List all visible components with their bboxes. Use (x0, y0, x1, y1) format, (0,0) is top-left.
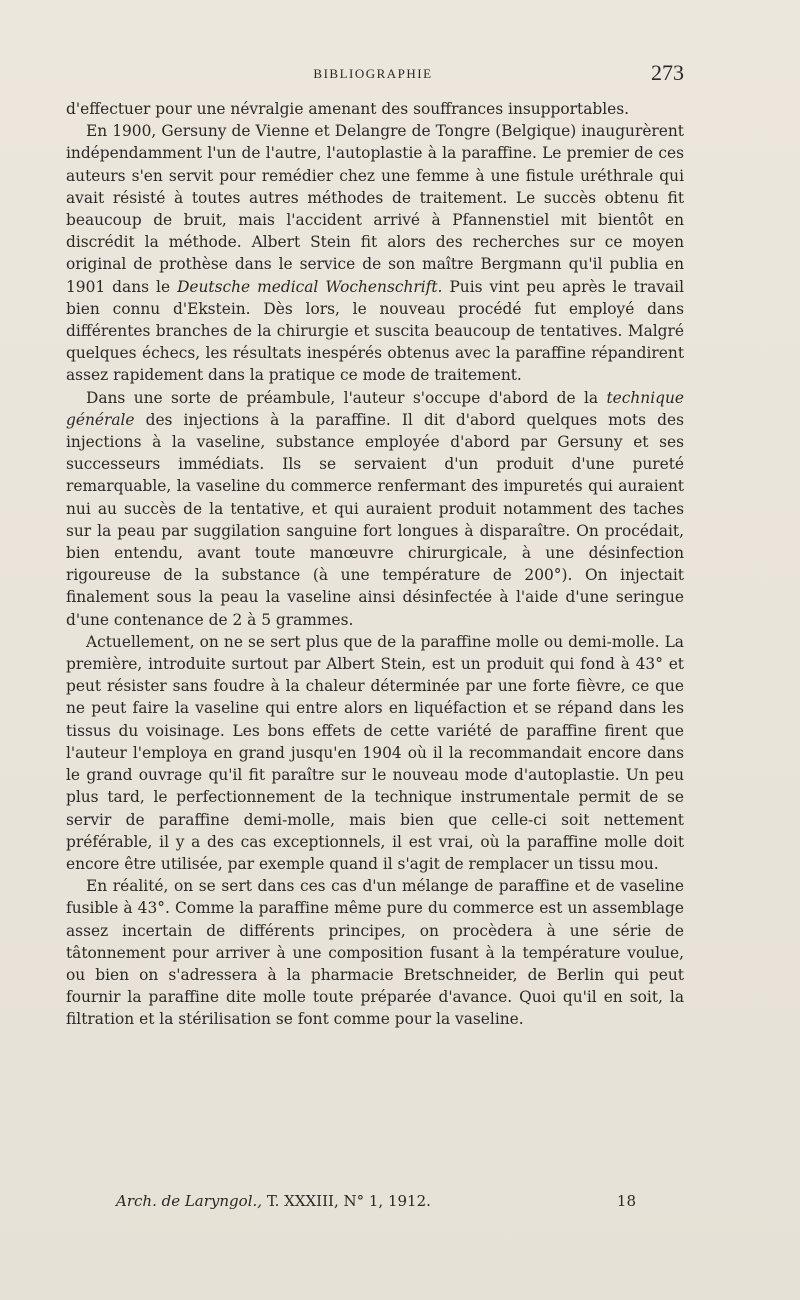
paragraph (66, 98, 684, 120)
text-run: En réalité, on se sert dans ces cas d'un mélange de paraffine et de vaseline fusible à 43°. Comme la paraffine même pure du commerce est un assemblage assez incertain de différents principes, on procèdera à une série de tâtonnement pour arriver à une composition fusant à la température voulue, ou bien on s'adressera à la pharmacie Bretschneider, de Berlin qui peut fournir la paraffine dite molle toute préparée d'avance. Quoi qu'il en soit, la filtration et la stérilisation se font comme pour la vaseline. (66, 877, 684, 1029)
page-number: 273 (651, 60, 684, 85)
paragraph (66, 631, 684, 875)
paragraph (66, 387, 684, 631)
page-footer (116, 1192, 636, 1214)
paragraph (66, 875, 684, 1030)
running-head (66, 60, 684, 86)
body-text (66, 98, 684, 1031)
text-run: Actuellement, on ne se sert plus que de la paraffine molle ou demi-molle. La première, introduite surtout par Albert Stein, est un produit qui fond à 43° et peut résister sans foudre à la chaleur déterminée par une forte fièvre, ce que ne peut faire la vaseline qui entre alors en liquéfaction et se répand dans les tissus du voisinage. Les bons effets de cette variété de paraffine firent que l'auteur l'employa en grand jusqu'en 1904 où il la recommandait encore dans le grand ouvrage qu'il fit paraître sur le nouveau mode d'autoplastie. Un peu plus tard, le perfectionnement de la technique instrumentale permit de se servir de paraffine demi-molle, mais bien que celle-ci soit nettement préférable, il y a des cas exceptionnels, il est vrai, où la paraffine molle doit encore être utilisée, par exemple quand il s'agit de remplacer un tissu mou. (66, 632, 684, 873)
paragraph (66, 120, 684, 386)
signature-mark: 18 (616, 1192, 636, 1210)
text-run: Puis vint peu après le travail bien connu d'Ekstein. Dès lors, le nouveau procédé fut employé dans différentes branches de la chirurgie et suscita beaucoup de tentatives. Malgré quelques échecs, les résultats inespérés obtenus avec la paraffine répandirent assez rapidement dans la pratique ce mode de traitement. (66, 277, 685, 385)
italic-text: Deutsche medical Wochenschrift. (177, 277, 443, 296)
text-run: En 1900, Gersuny de Vienne et Delangre de Tongre (Belgique) inaugurèrent indépendamment l'un de l'autre, l'autoplastie à la paraffine. Le premier de ces auteurs s'en servit pour remédier chez une femme à une fistule uréthrale qui avait résisté à toutes autres méthodes de traitement. Le succès obtenu fit beaucoup de bruit, mais l'accident arrivé à Pfannenstiel mit bientôt en discrédit la méthode. Albert Stein fit alors des recherches sur ce moyen original de prothèse dans le service de son maître Bergmann qu'il publia en 1901 dans le (66, 122, 684, 296)
text-run: des injections à la paraffine. Il dit d'abord quelques mots des injections à la vaseline, substance employée d'abord par Gersuny et ses successeurs immédiats. Ils se servaient d'un produit d'une pureté remarquable, la vaseline du commerce renfermant des impuretés qui auraient nui au succès de la tentative, et qui auraient produit notamment des taches sur la peau par suggilation sanguine fort longues à disparaître. On procédait, bien entendu, avant toute manœuvre chirurgicale, à une désinfection rigoureuse de la substance (à une température de 200°). On injectait finalement sous la peau la vaseline ainsi désinfectée à l'aide d'une seringue d'une contenance de 2 à 5 grammes. (66, 410, 684, 629)
italic-text: technique générale (66, 388, 684, 429)
running-head-title: BIBLIOGRAPHIE (313, 66, 433, 81)
text-run: d'effectuer pour une névralgie amenant des souffrances insupportables. (66, 100, 630, 118)
journal-reference (116, 1192, 431, 1210)
text-run: Dans une sorte de préambule, l'auteur s'occupe d'abord de la (86, 388, 607, 407)
journal-name: Arch. de Laryngol., (116, 1192, 263, 1210)
journal-volume: T. XXXIII, N° 1, 1912. (266, 1192, 431, 1210)
